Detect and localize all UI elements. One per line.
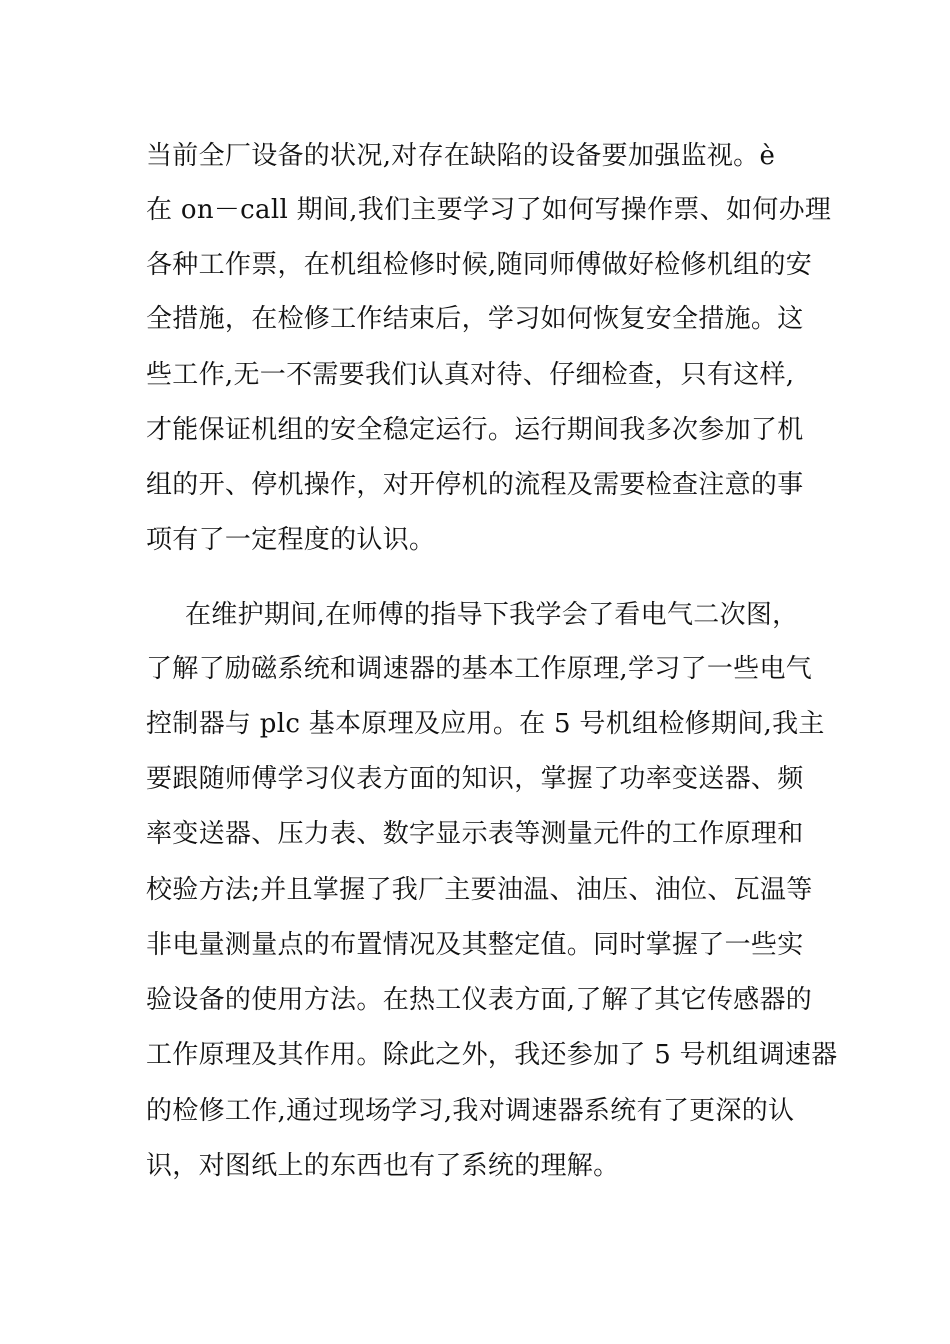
paragraph-2-line-9: 工作原理及其作用。除此之外，我还参加了 5 号机组调速器 — [146, 1040, 838, 1070]
paragraph-1-line-2: 在 on－call 期间,我们主要学习了如何写操作票、如何办理 — [146, 195, 832, 225]
paragraph-2-line-3: 控制器与 plc 基本原理及应用。在 5 号机组检修期间,我主 — [146, 709, 825, 739]
paragraph-2-line-5: 率变送器、压力表、数字显示表等测量元件的工作原理和 — [146, 819, 804, 849]
paragraph-2-line-8: 验设备的使用方法。在热工仪表方面,了解了其它传感器的 — [146, 985, 813, 1015]
paragraph-1-line-1: 当前全厂设备的状况,对存在缺陷的设备要加强监视。ѐ — [146, 141, 776, 171]
paragraph-1-line-7: 组的开、停机操作，对开停机的流程及需要检查注意的事 — [146, 470, 804, 500]
paragraph-2-line-2: 了解了励磁系统和调速器的基本工作原理,学习了一些电气 — [146, 654, 813, 684]
paragraph-1-line-4: 全措施，在检修工作结束后，学习如何恢复安全措施。这 — [146, 304, 804, 334]
paragraph-1-line-5: 些工作,无一不需要我们认真对待、仔细检查，只有这样, — [146, 360, 795, 390]
paragraph-1-line-6: 才能保证机组的安全稳定运行。运行期间我多次参加了机 — [146, 415, 804, 445]
paragraph-2-line-6: 校验方法;并且掌握了我厂主要油温、油压、油位、瓦温等 — [146, 875, 813, 905]
paragraph-2-line-4: 要跟随师傅学习仪表方面的知识，掌握了功率变送器、频 — [146, 764, 804, 794]
paragraph-2-line-1: 在维护期间,在师傅的指导下我学会了看电气二次图， — [185, 600, 799, 630]
paragraph-2-line-11: 识，对图纸上的东西也有了系统的理解。 — [146, 1151, 620, 1181]
paragraph-1-line-3: 各种工作票，在机组检修时候,随同师傅做好检修机组的安 — [146, 250, 813, 280]
paragraph-2-line-10: 的检修工作,通过现场学习,我对调速器系统有了更深的认 — [146, 1096, 795, 1126]
paragraph-1-line-8: 项有了一定程度的认识。 — [146, 525, 436, 555]
paragraph-2-line-7: 非电量测量点的布置情况及其整定值。同时掌握了一些实 — [146, 930, 804, 960]
